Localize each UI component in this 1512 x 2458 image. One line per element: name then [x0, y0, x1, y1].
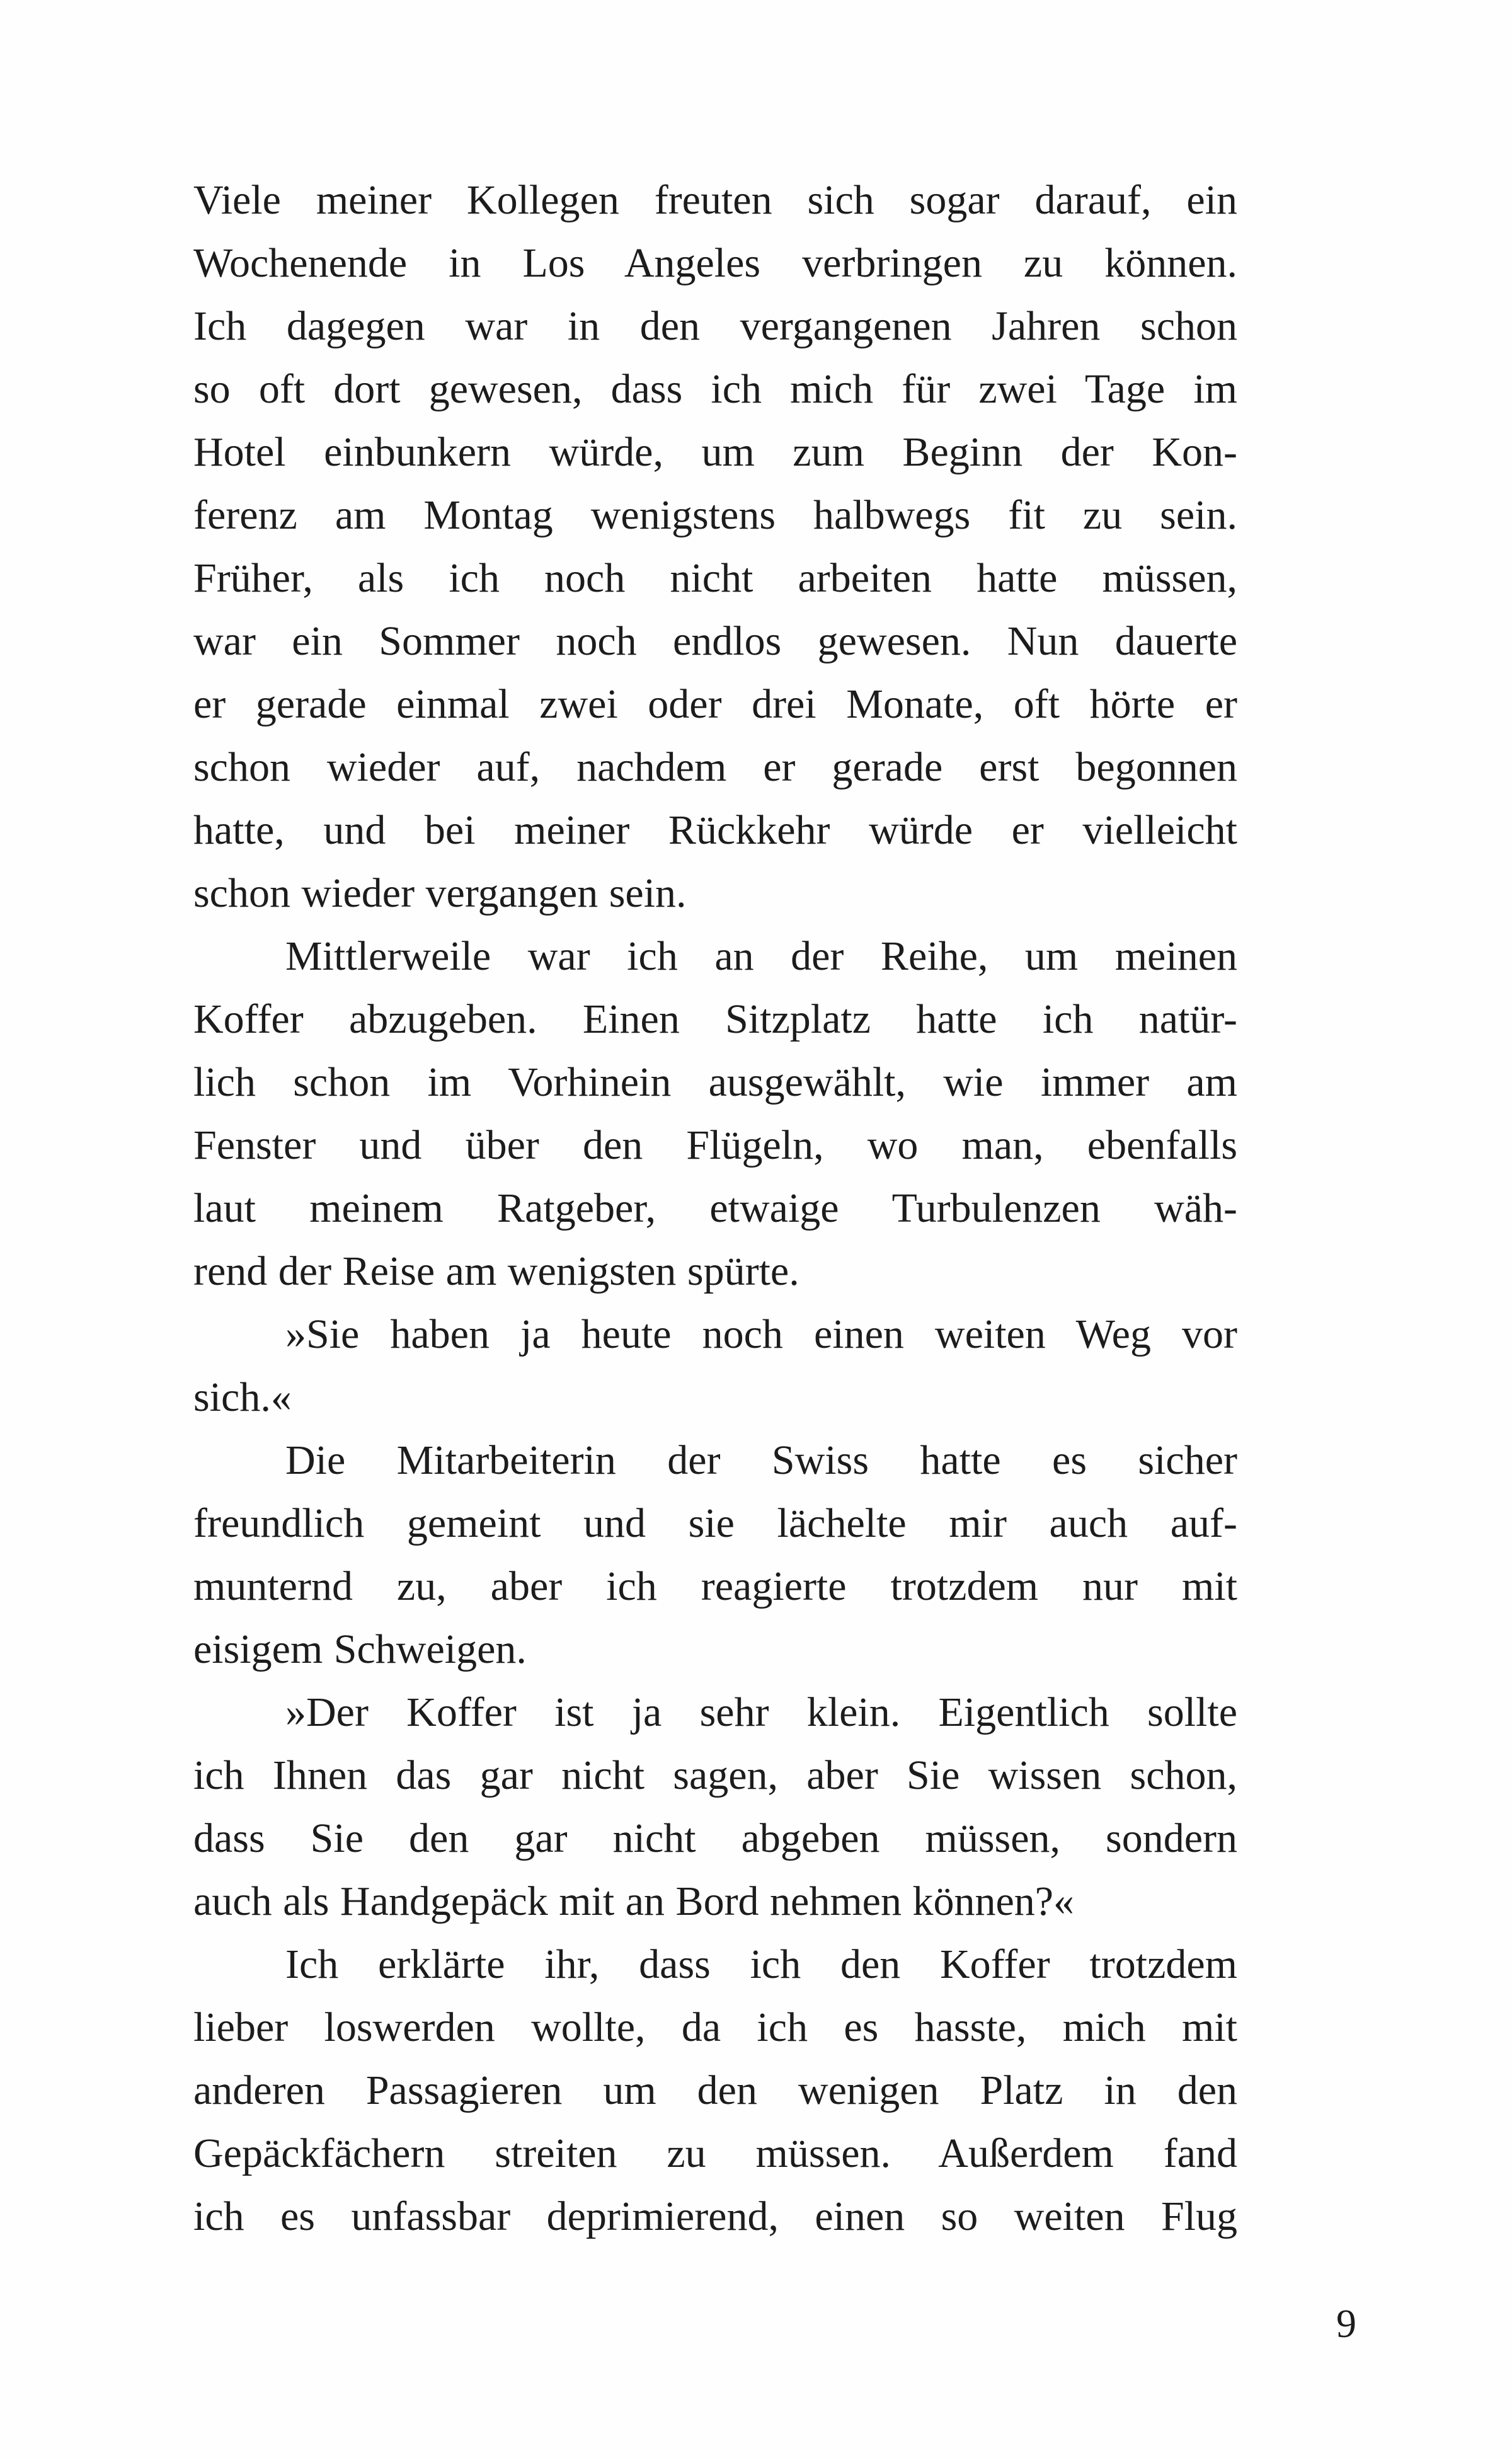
text-block: [193, 169, 1237, 2248]
text-line: ich Ihnen das gar nicht sagen, aber Sie wissen schon,: [193, 1752, 1237, 1798]
text-line: war ein Sommer noch endlos gewesen. Nun dauerte: [193, 618, 1237, 664]
text-line: Früher, als ich noch nicht arbeiten hatte müssen,: [193, 555, 1237, 601]
text-line: eisigem Schweigen.: [193, 1626, 527, 1672]
text-line: Gepäckfächern streiten zu müssen. Außerdem fand: [193, 2130, 1237, 2176]
text-line: rend der Reise am wenigsten spürte.: [193, 1248, 799, 1294]
text-line: Koffer abzugeben. Einen Sitzplatz hatte ich natür-: [193, 996, 1237, 1042]
text-line: Ich dagegen war in den vergangenen Jahren schon: [193, 303, 1237, 349]
text-line: Mittlerweile war ich an der Reihe, um meinen: [285, 933, 1237, 979]
text-line: schon wieder auf, nachdem er gerade erst begonnen: [193, 744, 1237, 790]
text-line: Viele meiner Kollegen freuten sich sogar darauf, ein: [193, 177, 1237, 223]
text-line: »Sie haben ja heute noch einen weiten Weg vor: [285, 1311, 1237, 1357]
text-line: Ich erklärte ihr, dass ich den Koffer trotzdem: [285, 1941, 1237, 1987]
text-line: so oft dort gewesen, dass ich mich für zwei Tage im: [193, 366, 1237, 412]
text-line: Wochenende in Los Angeles verbringen zu können.: [193, 240, 1237, 286]
text-line: anderen Passagieren um den wenigen Platz in den: [193, 2067, 1237, 2113]
page-number: 9: [1336, 2301, 1356, 2346]
text-line: freundlich gemeint und sie lächelte mir auch auf-: [193, 1500, 1237, 1546]
text-line: hatte, und bei meiner Rückkehr würde er vielleicht: [193, 807, 1237, 853]
text-line: dass Sie den gar nicht abgeben müssen, sondern: [193, 1815, 1237, 1861]
text-line: er gerade einmal zwei oder drei Monate, oft hörte er: [193, 681, 1237, 727]
text-line: laut meinem Ratgeber, etwaige Turbulenzen wäh-: [193, 1185, 1237, 1231]
text-line: ich es unfassbar deprimierend, einen so weiten Flug: [193, 2193, 1237, 2239]
text-line: ferenz am Montag wenigstens halbwegs fit zu sein.: [193, 492, 1237, 538]
text-line: lieber loswerden wollte, da ich es hasste, mich mit: [193, 2004, 1237, 2050]
text-line: munternd zu, aber ich reagierte trotzdem nur mit: [193, 1563, 1237, 1609]
text-line: auch als Handgepäck mit an Bord nehmen können?«: [193, 1878, 1075, 1924]
text-line: Fenster und über den Flügeln, wo man, ebenfalls: [193, 1122, 1237, 1168]
text-line: Hotel einbunkern würde, um zum Beginn der Kon-: [193, 429, 1237, 475]
text-line: lich schon im Vorhinein ausgewählt, wie immer am: [193, 1059, 1237, 1105]
text-line: sich.«: [193, 1374, 292, 1420]
text-line: »Der Koffer ist ja sehr klein. Eigentlich sollte: [285, 1689, 1237, 1735]
text-line: schon wieder vergangen sein.: [193, 870, 687, 916]
text-line: Die Mitarbeiterin der Swiss hatte es sicher: [285, 1437, 1237, 1483]
